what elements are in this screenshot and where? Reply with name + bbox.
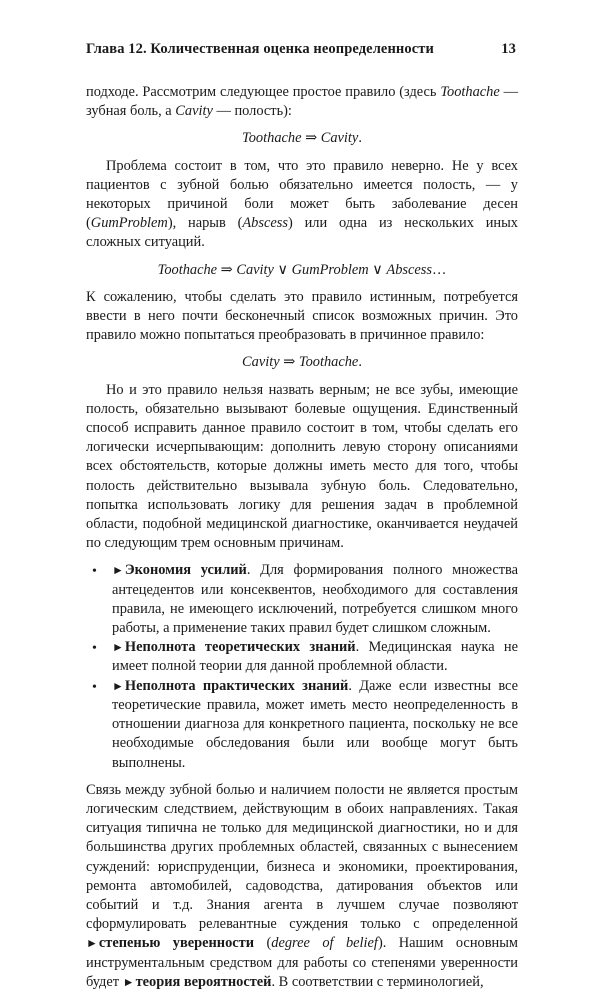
formula-end: . bbox=[358, 130, 362, 147]
page-body bbox=[86, 83, 518, 992]
text-run: — зубная боль, а bbox=[86, 84, 518, 120]
bullet-icon: • bbox=[92, 679, 97, 695]
or-symbol: ∨ bbox=[273, 261, 292, 278]
formula-2 bbox=[86, 261, 518, 280]
text-run: ), нарыв ( bbox=[167, 215, 243, 232]
formula-var: Cavity bbox=[236, 261, 274, 278]
text-run: ( bbox=[254, 935, 272, 952]
formula-3 bbox=[86, 353, 518, 372]
term-cavity: Cavity bbox=[175, 103, 213, 120]
formula-var: Cavity bbox=[242, 354, 280, 371]
ellipsis: … bbox=[431, 261, 447, 278]
formula-var: Toothache bbox=[298, 354, 359, 371]
triangle-marker-icon: ► bbox=[112, 563, 124, 578]
term-degree-of-belief: степенью уверенности bbox=[98, 935, 255, 952]
formula-var: Toothache bbox=[242, 130, 302, 147]
list-text: . Даже если известны все теоретические правила, может иметь место неопределенность в отношении диагноза для конкретного пациента, поскольку не все необходимые обследования были или вообще могут быть выполнены. bbox=[112, 677, 519, 771]
text-run: ). Нашим основным инструментальным средством для работы со степенями уверенности будет bbox=[86, 935, 518, 990]
list-item bbox=[86, 561, 518, 638]
implies-symbol: ⇒ bbox=[279, 354, 299, 371]
text-run: . В соответствии с терминологией, bbox=[271, 973, 484, 990]
bullet-icon: • bbox=[92, 564, 97, 580]
implies-symbol: ⇒ bbox=[301, 130, 321, 147]
term-abscess: Abscess bbox=[242, 215, 288, 232]
page-number: 13 bbox=[501, 41, 516, 57]
formula-var: Cavity bbox=[320, 130, 359, 147]
paragraph-2 bbox=[86, 157, 518, 253]
paragraph-1 bbox=[86, 83, 518, 121]
formula-end: . bbox=[358, 354, 362, 371]
implies-symbol: ⇒ bbox=[217, 261, 237, 278]
triangle-marker-icon: ► bbox=[112, 640, 124, 655]
text-run: ) или одна из нескольких иных сложных ситуаций. bbox=[86, 215, 518, 251]
text-run: — полость): bbox=[212, 103, 292, 120]
term-probability-theory: теория вероятностей bbox=[135, 973, 272, 990]
text-run: подходе. Рассмотрим следующее простое правило (здесь bbox=[86, 84, 441, 100]
paragraph-5 bbox=[86, 781, 518, 992]
term-english: degree of belief bbox=[271, 935, 378, 952]
list-term: Неполнота теоретических знаний bbox=[124, 639, 356, 656]
paragraph-3: К сожалению, чтобы сделать это правило истинным, потребуется ввести в него почти бесконечный список возможных причин. Это правило можно попытаться преобразовать в причинное правило: bbox=[86, 288, 518, 344]
formula-1 bbox=[86, 129, 518, 148]
triangle-marker-icon: ► bbox=[122, 974, 135, 989]
text-run: Связь между зубной болью и наличием полости не является простым логическим следствием, действующим в обоих направлениях. Такая ситуация типична не только для медицинской диагностики, но и для большинства других проблемных областей, связанных с вынесением суждений: юриспруденции, бизнеса и экономики, проектирования, ремонта автомобилей, садоводства, датирования объектов или событий и т.д. Знания агента в лучшем случае позволяют сформулировать релевантные суждения только с определенной bbox=[86, 781, 518, 933]
term-gumproblem: GumProblem bbox=[90, 215, 168, 232]
formula-var: Abscess bbox=[386, 261, 432, 278]
formula-var: Toothache bbox=[157, 261, 218, 278]
text-run: Проблема состоит в том, что это правило неверно. Не у всех пациентов с зубной болью обязательно имеется полость, — у некоторых причиной боли может быть заболевание десен ( bbox=[86, 157, 518, 232]
list-item bbox=[86, 638, 518, 676]
list-term: Экономия усилий bbox=[124, 562, 247, 579]
bullet-icon: • bbox=[92, 641, 97, 657]
chapter-title: Глава 12. Количественная оценка неопределенности bbox=[86, 41, 434, 57]
formula-var: GumProblem bbox=[291, 261, 369, 278]
reasons-list bbox=[86, 561, 518, 772]
list-item bbox=[86, 677, 518, 773]
triangle-marker-icon: ► bbox=[112, 678, 124, 693]
list-term: Неполнота практических знаний bbox=[124, 677, 349, 694]
paragraph-4: Но и это правило нельзя назвать верным; не все зубы, имеющие полость, обязательно вызывают болевые ощущения. Единственный способ исправить данное правило состоит в том, чтобы сделать его логически исчерпывающим: дополнить левую сторону описаниями всех обстоятельств, которые должны иметь место для того, чтобы полость действительно вызывала зубную боль. Следовательно, попытка использовать логику для решения задач в проблемной области, подобной медицинской диагностике, оканчивается неудачей по следующим трем основным причинам. bbox=[86, 381, 518, 552]
list-text: . Медицинская наука не имеет полной теории для данной проблемной области. bbox=[112, 639, 518, 675]
triangle-marker-icon: ► bbox=[86, 936, 98, 951]
list-text: . Для формирования полного множества антецедентов или консеквентов, необходимого для составления правила, не имеющего исключений, потребуется слишком много работы, а применение таких правил будет слишком сложным. bbox=[112, 562, 518, 637]
or-symbol: ∨ bbox=[368, 261, 387, 278]
term-toothache: Toothache bbox=[440, 84, 500, 100]
